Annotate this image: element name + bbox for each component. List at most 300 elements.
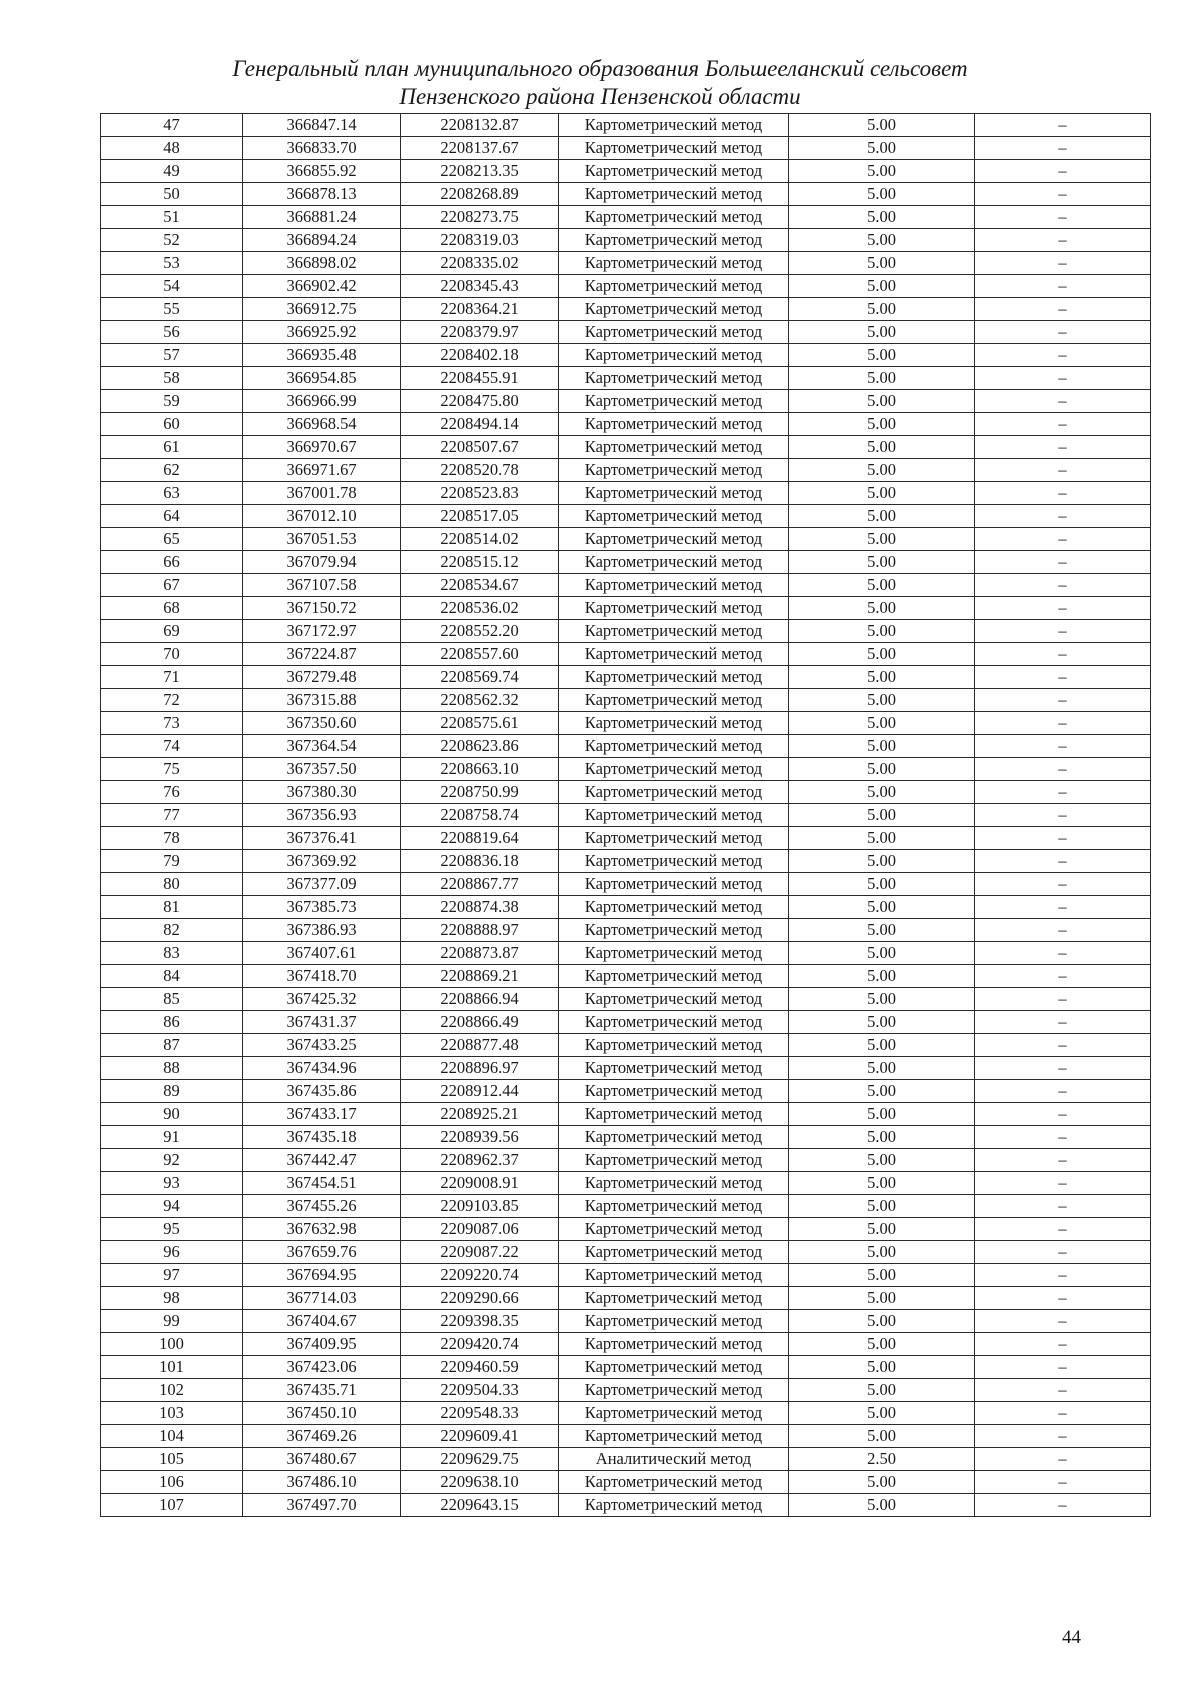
table-row <box>101 1264 1151 1287</box>
accuracy-cell: 5.00 <box>789 942 975 965</box>
x-coordinate-cell: 367380.30 <box>243 781 401 804</box>
accuracy-cell: 5.00 <box>789 1172 975 1195</box>
x-coordinate-cell: 366894.24 <box>243 229 401 252</box>
y-coordinate-cell: 2209609.41 <box>401 1425 559 1448</box>
table-row <box>101 689 1151 712</box>
table-row <box>101 804 1151 827</box>
y-coordinate-cell: 2208888.97 <box>401 919 559 942</box>
x-coordinate-cell: 367418.70 <box>243 965 401 988</box>
table-row <box>101 436 1151 459</box>
table-row <box>101 942 1151 965</box>
x-coordinate-cell: 366925.92 <box>243 321 401 344</box>
y-coordinate-cell: 2208520.78 <box>401 459 559 482</box>
y-coordinate-cell: 2208268.89 <box>401 183 559 206</box>
method-cell: Картометрический метод <box>559 965 789 988</box>
table-row <box>101 1379 1151 1402</box>
method-cell: Картометрический метод <box>559 988 789 1011</box>
accuracy-cell: 5.00 <box>789 804 975 827</box>
accuracy-cell: 5.00 <box>789 896 975 919</box>
table-row <box>101 574 1151 597</box>
y-coordinate-cell: 2209460.59 <box>401 1356 559 1379</box>
note-cell: – <box>975 597 1151 620</box>
method-cell: Картометрический метод <box>559 459 789 482</box>
y-coordinate-cell: 2208552.20 <box>401 620 559 643</box>
method-cell: Картометрический метод <box>559 1310 789 1333</box>
accuracy-cell: 5.00 <box>789 620 975 643</box>
table-row <box>101 1241 1151 1264</box>
y-coordinate-cell: 2209087.22 <box>401 1241 559 1264</box>
point-number-cell: 53 <box>101 252 243 275</box>
point-number-cell: 48 <box>101 137 243 160</box>
accuracy-cell: 5.00 <box>789 344 975 367</box>
table-row <box>101 551 1151 574</box>
method-cell: Картометрический метод <box>559 666 789 689</box>
x-coordinate-cell: 367315.88 <box>243 689 401 712</box>
method-cell: Картометрический метод <box>559 114 789 137</box>
y-coordinate-cell: 2208819.64 <box>401 827 559 850</box>
x-coordinate-cell: 367376.41 <box>243 827 401 850</box>
accuracy-cell: 5.00 <box>789 298 975 321</box>
y-coordinate-cell: 2208877.48 <box>401 1034 559 1057</box>
point-number-cell: 65 <box>101 528 243 551</box>
method-cell: Картометрический метод <box>559 1264 789 1287</box>
x-coordinate-cell: 367497.70 <box>243 1494 401 1517</box>
accuracy-cell: 5.00 <box>789 482 975 505</box>
method-cell: Картометрический метод <box>559 643 789 666</box>
method-cell: Картометрический метод <box>559 1218 789 1241</box>
y-coordinate-cell: 2208925.21 <box>401 1103 559 1126</box>
x-coordinate-cell: 367454.51 <box>243 1172 401 1195</box>
accuracy-cell: 5.00 <box>789 551 975 574</box>
note-cell: – <box>975 1471 1151 1494</box>
page-number: 44 <box>1062 1627 1081 1648</box>
method-cell: Картометрический метод <box>559 367 789 390</box>
table-row <box>101 1011 1151 1034</box>
y-coordinate-cell: 2208562.32 <box>401 689 559 712</box>
method-cell: Картометрический метод <box>559 1356 789 1379</box>
y-coordinate-cell: 2209548.33 <box>401 1402 559 1425</box>
accuracy-cell: 5.00 <box>789 1402 975 1425</box>
point-number-cell: 71 <box>101 666 243 689</box>
table-row <box>101 1287 1151 1310</box>
table-row <box>101 390 1151 413</box>
point-number-cell: 51 <box>101 206 243 229</box>
point-number-cell: 80 <box>101 873 243 896</box>
note-cell: – <box>975 229 1151 252</box>
note-cell: – <box>975 1103 1151 1126</box>
note-cell: – <box>975 1425 1151 1448</box>
table-row <box>101 1172 1151 1195</box>
table-row <box>101 482 1151 505</box>
point-number-cell: 102 <box>101 1379 243 1402</box>
note-cell: – <box>975 1494 1151 1517</box>
note-cell: – <box>975 436 1151 459</box>
x-coordinate-cell: 367431.37 <box>243 1011 401 1034</box>
method-cell: Картометрический метод <box>559 505 789 528</box>
y-coordinate-cell: 2208455.91 <box>401 367 559 390</box>
accuracy-cell: 5.00 <box>789 1356 975 1379</box>
method-cell: Картометрический метод <box>559 1103 789 1126</box>
x-coordinate-cell: 366935.48 <box>243 344 401 367</box>
table-row <box>101 183 1151 206</box>
method-cell: Картометрический метод <box>559 1149 789 1172</box>
note-cell: – <box>975 252 1151 275</box>
note-cell: – <box>975 1195 1151 1218</box>
coordinates-table <box>100 113 1151 1517</box>
method-cell: Картометрический метод <box>559 804 789 827</box>
point-number-cell: 95 <box>101 1218 243 1241</box>
y-coordinate-cell: 2208517.05 <box>401 505 559 528</box>
method-cell: Картометрический метод <box>559 919 789 942</box>
method-cell: Картометрический метод <box>559 183 789 206</box>
table-row <box>101 367 1151 390</box>
point-number-cell: 96 <box>101 1241 243 1264</box>
table-row <box>101 1149 1151 1172</box>
y-coordinate-cell: 2208867.77 <box>401 873 559 896</box>
table-row <box>101 1218 1151 1241</box>
accuracy-cell: 5.00 <box>789 505 975 528</box>
point-number-cell: 49 <box>101 160 243 183</box>
accuracy-cell: 5.00 <box>789 643 975 666</box>
method-cell: Картометрический метод <box>559 344 789 367</box>
table-row <box>101 114 1151 137</box>
note-cell: – <box>975 1402 1151 1425</box>
y-coordinate-cell: 2209629.75 <box>401 1448 559 1471</box>
x-coordinate-cell: 367364.54 <box>243 735 401 758</box>
point-number-cell: 86 <box>101 1011 243 1034</box>
y-coordinate-cell: 2208402.18 <box>401 344 559 367</box>
method-cell: Картометрический метод <box>559 321 789 344</box>
x-coordinate-cell: 367409.95 <box>243 1333 401 1356</box>
accuracy-cell: 5.00 <box>789 1333 975 1356</box>
accuracy-cell: 5.00 <box>789 758 975 781</box>
method-cell: Картометрический метод <box>559 229 789 252</box>
method-cell: Картометрический метод <box>559 758 789 781</box>
note-cell: – <box>975 620 1151 643</box>
table-row <box>101 344 1151 367</box>
x-coordinate-cell: 367377.09 <box>243 873 401 896</box>
point-number-cell: 89 <box>101 1080 243 1103</box>
y-coordinate-cell: 2208623.86 <box>401 735 559 758</box>
y-coordinate-cell: 2209398.35 <box>401 1310 559 1333</box>
y-coordinate-cell: 2209420.74 <box>401 1333 559 1356</box>
accuracy-cell: 5.00 <box>789 436 975 459</box>
note-cell: – <box>975 183 1151 206</box>
point-number-cell: 56 <box>101 321 243 344</box>
y-coordinate-cell: 2208534.67 <box>401 574 559 597</box>
table-row <box>101 597 1151 620</box>
point-number-cell: 91 <box>101 1126 243 1149</box>
accuracy-cell: 5.00 <box>789 160 975 183</box>
method-cell: Картометрический метод <box>559 1287 789 1310</box>
accuracy-cell: 5.00 <box>789 1494 975 1517</box>
point-number-cell: 90 <box>101 1103 243 1126</box>
table-row <box>101 1080 1151 1103</box>
y-coordinate-cell: 2208273.75 <box>401 206 559 229</box>
y-coordinate-cell: 2209008.91 <box>401 1172 559 1195</box>
point-number-cell: 69 <box>101 620 243 643</box>
x-coordinate-cell: 366966.99 <box>243 390 401 413</box>
method-cell: Картометрический метод <box>559 1195 789 1218</box>
method-cell: Картометрический метод <box>559 1494 789 1517</box>
accuracy-cell: 5.00 <box>789 965 975 988</box>
x-coordinate-cell: 366847.14 <box>243 114 401 137</box>
accuracy-cell: 5.00 <box>789 1011 975 1034</box>
point-number-cell: 103 <box>101 1402 243 1425</box>
accuracy-cell: 5.00 <box>789 1264 975 1287</box>
table-row <box>101 275 1151 298</box>
table-row <box>101 137 1151 160</box>
x-coordinate-cell: 367385.73 <box>243 896 401 919</box>
x-coordinate-cell: 367386.93 <box>243 919 401 942</box>
point-number-cell: 72 <box>101 689 243 712</box>
point-number-cell: 52 <box>101 229 243 252</box>
note-cell: – <box>975 1241 1151 1264</box>
x-coordinate-cell: 367407.61 <box>243 942 401 965</box>
note-cell: – <box>975 1333 1151 1356</box>
y-coordinate-cell: 2208866.49 <box>401 1011 559 1034</box>
accuracy-cell: 5.00 <box>789 1287 975 1310</box>
note-cell: – <box>975 1034 1151 1057</box>
method-cell: Картометрический метод <box>559 620 789 643</box>
point-number-cell: 64 <box>101 505 243 528</box>
point-number-cell: 97 <box>101 1264 243 1287</box>
table-row <box>101 712 1151 735</box>
point-number-cell: 50 <box>101 183 243 206</box>
table-row <box>101 1494 1151 1517</box>
point-number-cell: 74 <box>101 735 243 758</box>
table-row <box>101 1310 1151 1333</box>
note-cell: – <box>975 528 1151 551</box>
note-cell: – <box>975 1011 1151 1034</box>
y-coordinate-cell: 2208319.03 <box>401 229 559 252</box>
table-row <box>101 896 1151 919</box>
point-number-cell: 57 <box>101 344 243 367</box>
point-number-cell: 66 <box>101 551 243 574</box>
note-cell: – <box>975 896 1151 919</box>
x-coordinate-cell: 367150.72 <box>243 597 401 620</box>
y-coordinate-cell: 2208750.99 <box>401 781 559 804</box>
method-cell: Картометрический метод <box>559 436 789 459</box>
x-coordinate-cell: 367455.26 <box>243 1195 401 1218</box>
accuracy-cell: 5.00 <box>789 1471 975 1494</box>
accuracy-cell: 5.00 <box>789 1103 975 1126</box>
accuracy-cell: 5.00 <box>789 850 975 873</box>
x-coordinate-cell: 366971.67 <box>243 459 401 482</box>
point-number-cell: 101 <box>101 1356 243 1379</box>
point-number-cell: 68 <box>101 597 243 620</box>
accuracy-cell: 5.00 <box>789 712 975 735</box>
note-cell: – <box>975 919 1151 942</box>
note-cell: – <box>975 988 1151 1011</box>
y-coordinate-cell: 2208836.18 <box>401 850 559 873</box>
note-cell: – <box>975 712 1151 735</box>
note-cell: – <box>975 689 1151 712</box>
point-number-cell: 77 <box>101 804 243 827</box>
y-coordinate-cell: 2209504.33 <box>401 1379 559 1402</box>
point-number-cell: 73 <box>101 712 243 735</box>
header-title-line-1: Генеральный план муниципального образования Большееланский сельсовет <box>232 56 968 81</box>
point-number-cell: 106 <box>101 1471 243 1494</box>
point-number-cell: 84 <box>101 965 243 988</box>
accuracy-cell: 5.00 <box>789 1425 975 1448</box>
method-cell: Аналитический метод <box>559 1448 789 1471</box>
y-coordinate-cell: 2208758.74 <box>401 804 559 827</box>
method-cell: Картометрический метод <box>559 1057 789 1080</box>
table-row <box>101 965 1151 988</box>
y-coordinate-cell: 2208507.67 <box>401 436 559 459</box>
y-coordinate-cell: 2208515.12 <box>401 551 559 574</box>
point-number-cell: 107 <box>101 1494 243 1517</box>
accuracy-cell: 5.00 <box>789 137 975 160</box>
method-cell: Картометрический метод <box>559 781 789 804</box>
accuracy-cell: 5.00 <box>789 206 975 229</box>
table-row <box>101 1126 1151 1149</box>
accuracy-cell: 5.00 <box>789 1218 975 1241</box>
accuracy-cell: 5.00 <box>789 1195 975 1218</box>
note-cell: – <box>975 275 1151 298</box>
method-cell: Картометрический метод <box>559 206 789 229</box>
accuracy-cell: 5.00 <box>789 528 975 551</box>
note-cell: – <box>975 390 1151 413</box>
note-cell: – <box>975 574 1151 597</box>
table-row <box>101 413 1151 436</box>
table-row <box>101 919 1151 942</box>
point-number-cell: 47 <box>101 114 243 137</box>
y-coordinate-cell: 2208569.74 <box>401 666 559 689</box>
y-coordinate-cell: 2208536.02 <box>401 597 559 620</box>
note-cell: – <box>975 1057 1151 1080</box>
note-cell: – <box>975 781 1151 804</box>
table-row <box>101 505 1151 528</box>
method-cell: Картометрический метод <box>559 597 789 620</box>
accuracy-cell: 5.00 <box>789 1126 975 1149</box>
point-number-cell: 92 <box>101 1149 243 1172</box>
point-number-cell: 81 <box>101 896 243 919</box>
note-cell: – <box>975 1287 1151 1310</box>
note-cell: – <box>975 459 1151 482</box>
method-cell: Картометрический метод <box>559 390 789 413</box>
y-coordinate-cell: 2209220.74 <box>401 1264 559 1287</box>
y-coordinate-cell: 2208494.14 <box>401 413 559 436</box>
note-cell: – <box>975 873 1151 896</box>
note-cell: – <box>975 850 1151 873</box>
x-coordinate-cell: 366878.13 <box>243 183 401 206</box>
x-coordinate-cell: 366881.24 <box>243 206 401 229</box>
note-cell: – <box>975 367 1151 390</box>
table-row <box>101 1103 1151 1126</box>
point-number-cell: 67 <box>101 574 243 597</box>
method-cell: Картометрический метод <box>559 574 789 597</box>
note-cell: – <box>975 1264 1151 1287</box>
accuracy-cell: 5.00 <box>789 988 975 1011</box>
note-cell: – <box>975 482 1151 505</box>
x-coordinate-cell: 367425.32 <box>243 988 401 1011</box>
x-coordinate-cell: 366954.85 <box>243 367 401 390</box>
x-coordinate-cell: 367423.06 <box>243 1356 401 1379</box>
accuracy-cell: 5.00 <box>789 1080 975 1103</box>
point-number-cell: 54 <box>101 275 243 298</box>
note-cell: – <box>975 1080 1151 1103</box>
table-row <box>101 643 1151 666</box>
x-coordinate-cell: 367450.10 <box>243 1402 401 1425</box>
method-cell: Картометрический метод <box>559 1333 789 1356</box>
accuracy-cell: 5.00 <box>789 689 975 712</box>
x-coordinate-cell: 367433.25 <box>243 1034 401 1057</box>
y-coordinate-cell: 2208345.43 <box>401 275 559 298</box>
note-cell: – <box>975 551 1151 574</box>
accuracy-cell: 5.00 <box>789 1241 975 1264</box>
accuracy-cell: 5.00 <box>789 597 975 620</box>
x-coordinate-cell: 367694.95 <box>243 1264 401 1287</box>
y-coordinate-cell: 2208335.02 <box>401 252 559 275</box>
table-row <box>101 206 1151 229</box>
method-cell: Картометрический метод <box>559 1425 789 1448</box>
x-coordinate-cell: 367224.87 <box>243 643 401 666</box>
table-row <box>101 666 1151 689</box>
method-cell: Картометрический метод <box>559 1034 789 1057</box>
method-cell: Картометрический метод <box>559 873 789 896</box>
x-coordinate-cell: 367435.86 <box>243 1080 401 1103</box>
accuracy-cell: 5.00 <box>789 183 975 206</box>
accuracy-cell: 5.00 <box>789 1379 975 1402</box>
method-cell: Картометрический метод <box>559 1126 789 1149</box>
y-coordinate-cell: 2209290.66 <box>401 1287 559 1310</box>
method-cell: Картометрический метод <box>559 689 789 712</box>
x-coordinate-cell: 367480.67 <box>243 1448 401 1471</box>
table-row <box>101 1402 1151 1425</box>
x-coordinate-cell: 366968.54 <box>243 413 401 436</box>
point-number-cell: 63 <box>101 482 243 505</box>
x-coordinate-cell: 366970.67 <box>243 436 401 459</box>
method-cell: Картометрический метод <box>559 1080 789 1103</box>
note-cell: – <box>975 1448 1151 1471</box>
point-number-cell: 87 <box>101 1034 243 1057</box>
y-coordinate-cell: 2208896.97 <box>401 1057 559 1080</box>
table-row <box>101 620 1151 643</box>
y-coordinate-cell: 2208137.67 <box>401 137 559 160</box>
point-number-cell: 104 <box>101 1425 243 1448</box>
note-cell: – <box>975 965 1151 988</box>
point-number-cell: 82 <box>101 919 243 942</box>
table-row <box>101 1333 1151 1356</box>
accuracy-cell: 5.00 <box>789 252 975 275</box>
method-cell: Картометрический метод <box>559 482 789 505</box>
x-coordinate-cell: 367369.92 <box>243 850 401 873</box>
method-cell: Картометрический метод <box>559 712 789 735</box>
accuracy-cell: 5.00 <box>789 459 975 482</box>
note-cell: – <box>975 1218 1151 1241</box>
note-cell: – <box>975 666 1151 689</box>
method-cell: Картометрический метод <box>559 413 789 436</box>
table-row <box>101 1448 1151 1471</box>
x-coordinate-cell: 367357.50 <box>243 758 401 781</box>
method-cell: Картометрический метод <box>559 137 789 160</box>
accuracy-cell: 5.00 <box>789 229 975 252</box>
y-coordinate-cell: 2208866.94 <box>401 988 559 1011</box>
table-row <box>101 1356 1151 1379</box>
table-row <box>101 1471 1151 1494</box>
table-row <box>101 827 1151 850</box>
note-cell: – <box>975 1172 1151 1195</box>
x-coordinate-cell: 367632.98 <box>243 1218 401 1241</box>
table-row <box>101 298 1151 321</box>
y-coordinate-cell: 2209638.10 <box>401 1471 559 1494</box>
accuracy-cell: 5.00 <box>789 919 975 942</box>
note-cell: – <box>975 1379 1151 1402</box>
note-cell: – <box>975 413 1151 436</box>
x-coordinate-cell: 367433.17 <box>243 1103 401 1126</box>
